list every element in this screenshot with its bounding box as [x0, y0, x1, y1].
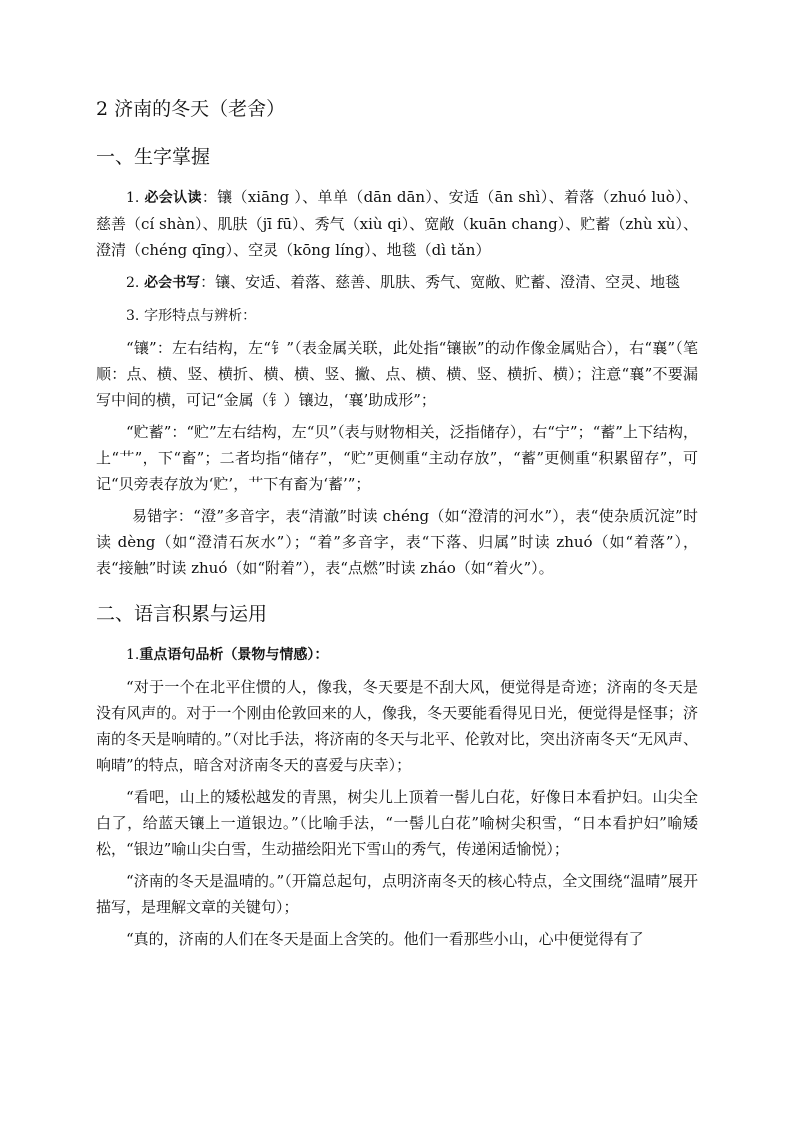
item-label-must-write: 必会书写 — [144, 275, 201, 291]
paragraph-quote-3: “济南的冬天是温晴的。”（开篇总起句，点明济南冬天的核心特点，全文围绕“温晴”展开描写，是理解文章的关键句）； — [96, 872, 698, 916]
item-label-must-read: 必会认读 — [144, 190, 202, 206]
item-key-sentences — [96, 641, 698, 668]
item-must-read — [96, 184, 698, 263]
item-label-glyph-analysis: 字形特点与辨析： — [144, 308, 257, 324]
item-number: 1. — [126, 190, 140, 206]
paragraph-quote-1: “对于一个在北平住惯的人，像我，冬天要是不刮大风，便觉得是奇迹；济南的冬天是没有风声的。对于一个刚由伦敦回来的人，像我，冬天要能看得见日光，便觉得是怪事；济南的冬天是响晴的。”（对比手法，将济南的冬天与北平、伦敦对比，突出济南冬天“无风声、响晴”的特点，暗含对济南冬天的喜爱与庆幸）； — [96, 678, 698, 774]
item-must-write — [96, 269, 698, 296]
section-heading-language: 二、语言积累与运用 — [96, 603, 268, 625]
item-text-must-read: ：镶（xiāng ）、单单（dān dān）、安适（ān shì）、着落（zhuó luò）、慈善（cí shàn）、肌肤（jī fū）、秀气（xiù qi）、宽敞（kuān chang）、贮蓄（zhù xù）、澄清（chéng qīng）、空灵（kōng líng）、地毯（dì tǎn） — [96, 188, 698, 259]
paragraph-quote-2: “看吧，山上的矮松越发的青黑，树尖儿上顶着一髻儿白花，好像日本看护妇。山尖全白了，给蓝天镶上一道银边。”（比喻手法，“一髻儿白花”喻树尖积雪，“日本看护妇”喻矮松，“银边”喻山尖白雪，生动描绘阳光下雪山的秀气，传递闲适愉悦）； — [96, 788, 698, 858]
paragraph-quote-4: “真的，济南的人们在冬天是面上含笑的。他们一看那些小山，心中便觉得有了 — [126, 930, 644, 948]
item-label-key-sentences: 重点语句品析（景物与情感）： — [139, 647, 329, 663]
item-glyph-analysis — [96, 302, 698, 329]
item-number: 1. — [126, 647, 140, 663]
paragraph-zhuxu: “贮蓄”：“贮”左右结构，左“贝”（表与财物相关，泛指储存），右“宁”；“蓄”上下结构，上“艹”，下“畜”；二者均指“储存”，“贮”更侧重“主动存放”，“蓄”更侧重“积累留存”，可记“贝旁表存放为‘贮’，艹下有畜为‘蓄’”； — [96, 423, 698, 493]
item-number: 3. — [126, 308, 140, 324]
document-page — [96, 96, 698, 952]
document-title: 2 济南的冬天（老舍） — [96, 98, 286, 120]
item-text-must-write: ：镶、安适、着落、慈善、肌肤、秀气、宽敞、贮蓄、澄清、空灵、地毯 — [200, 273, 681, 291]
paragraph-common-errors: 易错字：“澄”多音字，表“清澈”时读 chéng（如“澄清的河水”），表“使杂质沉淀”时读 dèng（如“澄清石灰水”）；“着”多音字，表“下落、归属”时读 zhuó（如“着落”），表“接触”时读 zhuó（如“附着”），表“点燃”时读 zháo（如“着火”）。 — [96, 507, 698, 577]
section-heading-vocabulary: 一、生字掌握 — [96, 146, 211, 168]
item-number: 2. — [126, 275, 140, 291]
paragraph-xiang: “镶”：左右结构，左“钅”（表金属关联，此处指“镶嵌”的动作像金属贴合），右“襄”（笔顺：点、横、竖、横折、横、横、竖、撇、点、横、横、竖、横折、横）；注意“襄”不要漏写中间的横，可记“金属（钅）镶边，‘襄’助成形”； — [96, 339, 698, 409]
